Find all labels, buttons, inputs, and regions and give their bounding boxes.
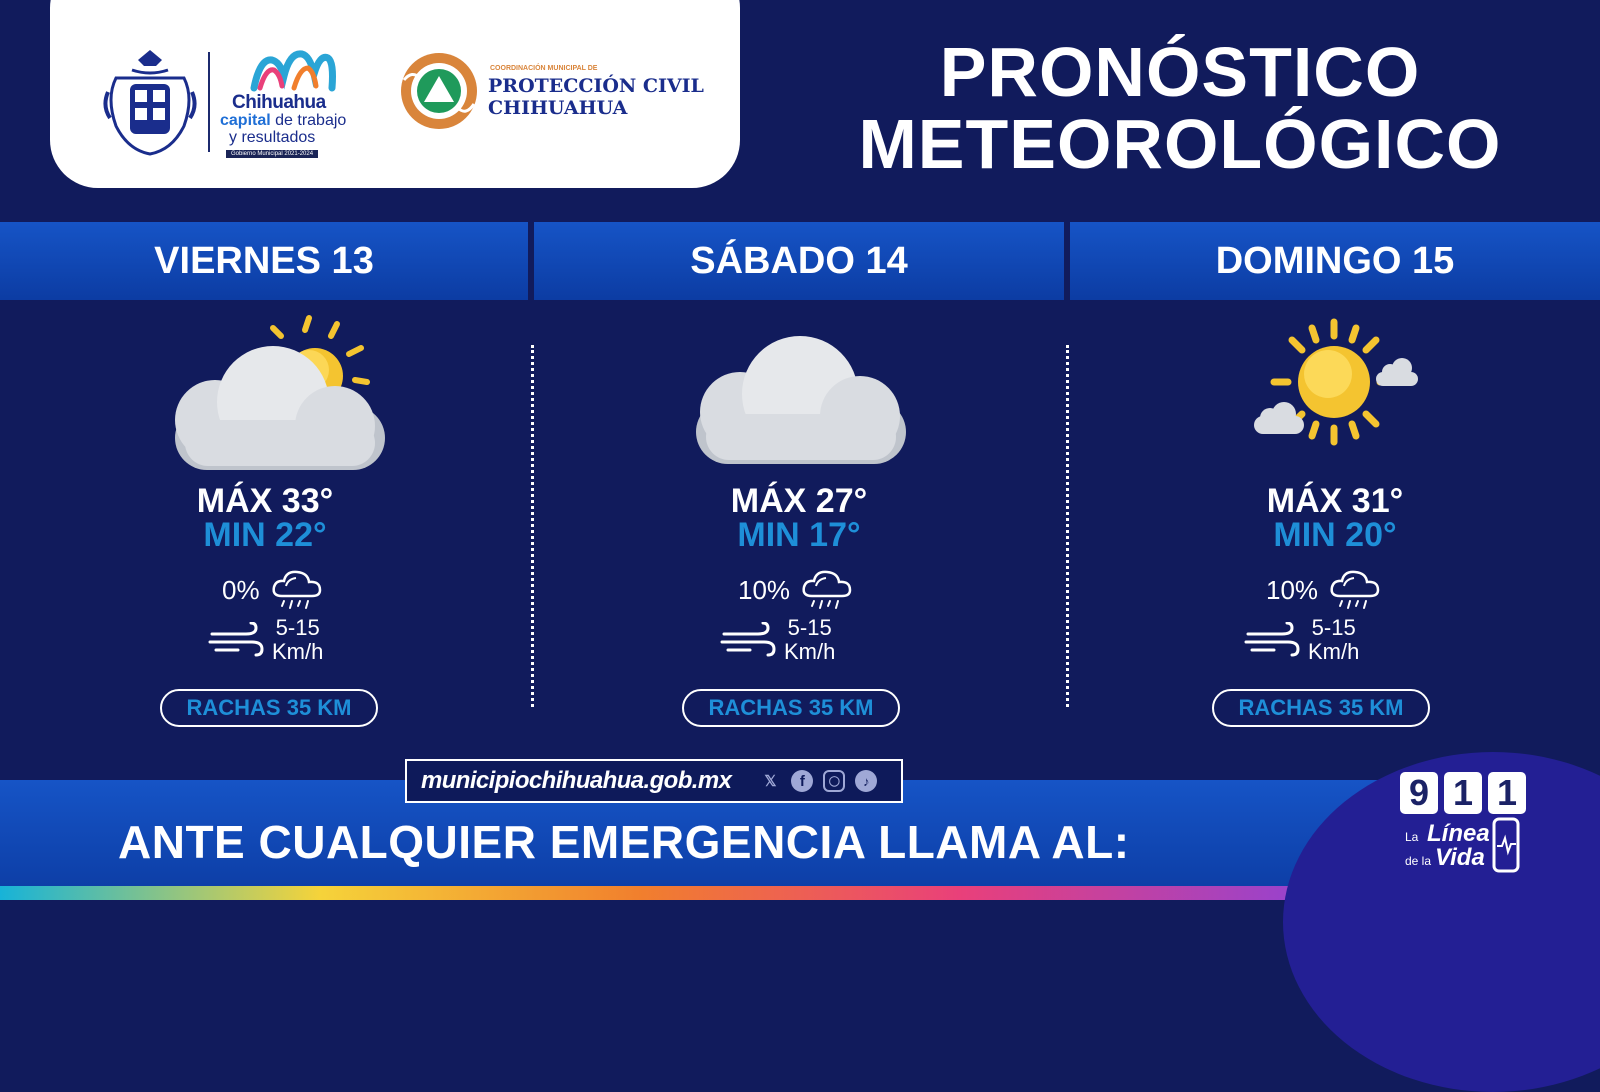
rain-cloud-icon xyxy=(1328,568,1382,612)
rain-cloud-icon xyxy=(270,568,324,612)
website-link[interactable]: municipiochihuahua.gob.mx xyxy=(421,767,732,794)
max-temp: MÁX 33° xyxy=(196,482,334,520)
chihuahua-logo-line2 xyxy=(220,112,346,130)
cloudy-icon xyxy=(684,310,914,470)
chihuahua-logo-line2-bold: capital xyxy=(220,112,271,129)
instagram-icon[interactable]: ◯ xyxy=(823,770,845,792)
forecast-column-1 xyxy=(0,300,530,720)
rain-chance xyxy=(1266,568,1382,612)
linea-vida: Vida xyxy=(1435,844,1485,871)
linea-dela: de la xyxy=(1405,854,1432,868)
chihuahua-logo-line3: y resultados xyxy=(229,129,316,146)
rain-chance xyxy=(222,568,324,612)
min-temp: MIN 17° xyxy=(737,516,861,554)
wind-info xyxy=(208,616,323,664)
chihuahua-logo xyxy=(220,48,360,158)
wind-unit: Km/h xyxy=(1308,639,1360,664)
gusts-badge: RACHAS 35 KM xyxy=(160,689,378,727)
tiktok-icon[interactable]: ♪ xyxy=(855,770,877,792)
day-header-3: DOMINGO 15 xyxy=(1070,222,1600,300)
max-temp: MÁX 27° xyxy=(730,482,868,520)
wind-speed: 5-15 xyxy=(1311,615,1356,640)
phone-heartbeat-icon xyxy=(1491,816,1521,874)
wind-info xyxy=(1244,616,1359,664)
chihuahua-logo-line2-rest: de trabajo xyxy=(270,112,347,129)
page-title-line2: METEOROLÓGICO xyxy=(858,105,1502,183)
rain-chance-value: 0% xyxy=(222,574,260,605)
day-header-2: SÁBADO 14 xyxy=(534,222,1064,300)
wind-unit: Km/h xyxy=(272,639,324,664)
chihuahua-logo-line1: Chihuahua xyxy=(232,92,326,113)
wind-speed: 5-15 xyxy=(275,615,320,640)
proteccion-civil-small-text: COORDINACIÓN MUNICIPAL DE xyxy=(490,65,598,72)
proteccion-civil-logo xyxy=(398,50,738,140)
rain-chance-value: 10% xyxy=(1266,574,1319,605)
gusts-badge: RACHAS 35 KM xyxy=(1212,689,1430,727)
wind-icon xyxy=(720,622,776,658)
wind-icon xyxy=(1244,622,1300,658)
digit-1-second: 1 xyxy=(1488,772,1526,814)
day-header-1: VIERNES 13 xyxy=(0,222,528,300)
emergency-message: ANTE CUALQUIER EMERGENCIA LLAMA AL: xyxy=(118,816,1130,868)
digit-1-first: 1 xyxy=(1444,772,1482,814)
logo-separator xyxy=(208,52,210,152)
page-title xyxy=(770,33,1590,183)
rain-chance xyxy=(738,568,854,612)
coat-of-arms-icon xyxy=(102,46,198,158)
page-title-line1: PRONÓSTICO xyxy=(939,33,1421,111)
partly-cloudy-icon xyxy=(145,310,385,470)
wind-speed: 5-15 xyxy=(787,615,832,640)
rain-cloud-icon xyxy=(800,568,854,612)
proteccion-civil-line2: CHIHUAHUA xyxy=(488,97,628,119)
wind-unit: Km/h xyxy=(784,639,836,664)
x-icon[interactable]: 𝕏 xyxy=(764,773,777,790)
chihuahua-logo-tagline: Gobierno Municipal 2021-2024 xyxy=(226,150,318,158)
min-temp: MIN 22° xyxy=(203,516,327,554)
proteccion-civil-emblem-icon xyxy=(398,50,480,132)
facebook-icon[interactable]: f xyxy=(791,770,813,792)
chihuahua-mountains-icon xyxy=(250,48,336,92)
proteccion-civil-line1: PROTECCIÓN CIVIL xyxy=(488,75,704,97)
digit-9: 9 xyxy=(1400,772,1438,814)
linea-la: La xyxy=(1405,830,1419,844)
min-temp: MIN 20° xyxy=(1273,516,1397,554)
website-box xyxy=(405,759,903,803)
gusts-badge: RACHAS 35 KM xyxy=(682,689,900,727)
forecast-column-2 xyxy=(534,300,1064,720)
social-icons xyxy=(759,770,877,792)
linea-linea: Línea xyxy=(1427,820,1490,847)
max-temp: MÁX 31° xyxy=(1266,482,1404,520)
rain-chance-value: 10% xyxy=(738,574,791,605)
logo-panel xyxy=(50,0,740,188)
wind-icon xyxy=(208,622,264,658)
column-divider-2 xyxy=(1066,345,1069,707)
forecast-column-3 xyxy=(1070,300,1600,720)
wind-info xyxy=(720,616,835,664)
sunny-icon xyxy=(1240,310,1430,470)
